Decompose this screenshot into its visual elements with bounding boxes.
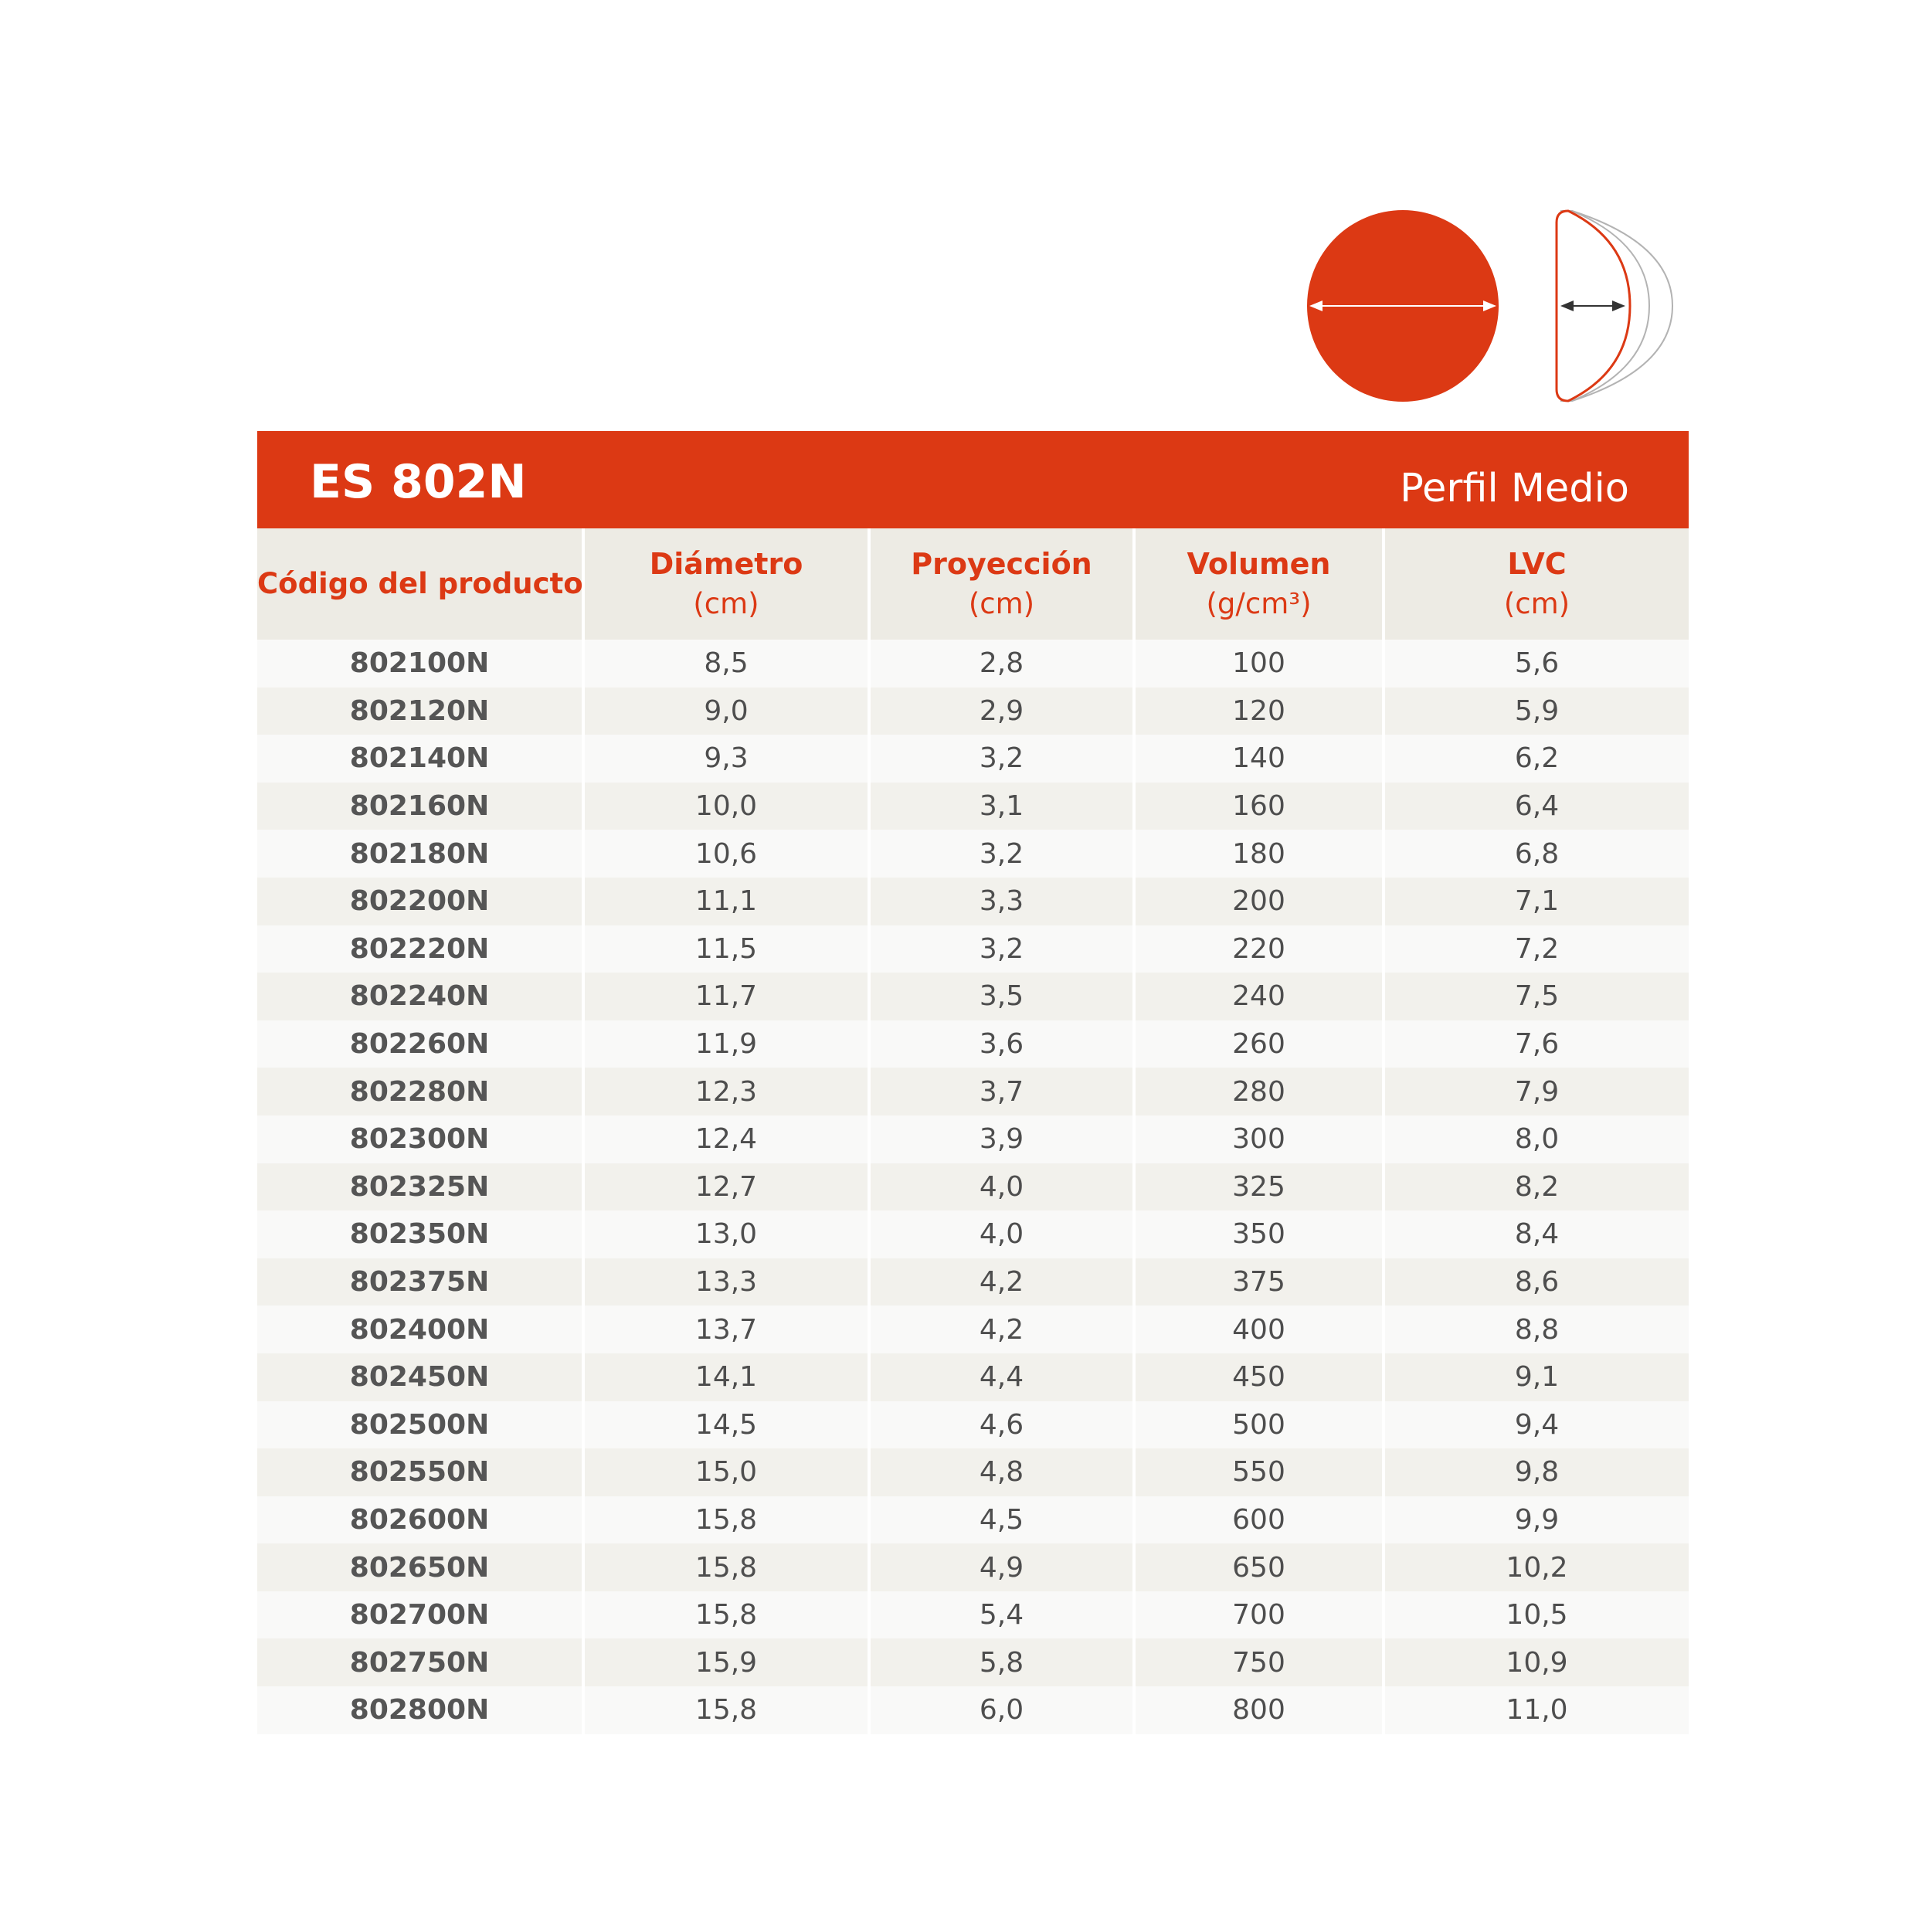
column-header-projection — [869, 528, 1134, 640]
table-row — [257, 1448, 1689, 1496]
product-code-cell: 802450N — [257, 1353, 583, 1401]
lvc-cell: 10,9 — [1384, 1638, 1689, 1686]
projection-cell: 4,9 — [869, 1543, 1134, 1591]
profile-label: Perfil Medio — [1400, 465, 1629, 511]
product-code-cell: 802300N — [257, 1115, 583, 1163]
diameter-cell: 15,8 — [583, 1543, 869, 1591]
column-header-diameter — [583, 528, 869, 640]
diameter-cell: 10,0 — [583, 783, 869, 830]
lvc-cell: 9,8 — [1384, 1448, 1689, 1496]
projection-cell: 5,8 — [869, 1638, 1134, 1686]
volume-cell: 180 — [1134, 830, 1384, 878]
product-code-cell: 802750N — [257, 1638, 583, 1686]
projection-cell: 3,6 — [869, 1020, 1134, 1068]
lvc-cell: 7,6 — [1384, 1020, 1689, 1068]
product-code-cell: 802500N — [257, 1401, 583, 1449]
table-row — [257, 1306, 1689, 1353]
diameter-cell: 11,7 — [583, 973, 869, 1020]
table-row — [257, 1353, 1689, 1401]
product-code-cell: 802350N — [257, 1210, 583, 1258]
product-code-cell: 802240N — [257, 973, 583, 1020]
diameter-cell: 8,5 — [583, 640, 869, 688]
column-header-label: Volumen — [1187, 547, 1331, 581]
projection-cell: 3,2 — [869, 925, 1134, 973]
projection-cell: 4,0 — [869, 1163, 1134, 1211]
table-row — [257, 1020, 1689, 1068]
product-code-cell: 802180N — [257, 830, 583, 878]
table-row — [257, 688, 1689, 735]
volume-cell: 750 — [1134, 1638, 1384, 1686]
diameter-cell: 9,3 — [583, 735, 869, 783]
lvc-cell: 5,9 — [1384, 688, 1689, 735]
product-code-cell: 802800N — [257, 1686, 583, 1734]
table-row — [257, 1115, 1689, 1163]
product-code-cell: 802160N — [257, 783, 583, 830]
product-code-cell: 802140N — [257, 735, 583, 783]
volume-cell: 450 — [1134, 1353, 1384, 1401]
volume-cell: 600 — [1134, 1496, 1384, 1544]
lvc-cell: 8,4 — [1384, 1210, 1689, 1258]
column-header-unit: (g/cm³) — [1206, 587, 1312, 620]
table-header — [257, 528, 1689, 640]
projection-cell: 2,8 — [869, 640, 1134, 688]
table-row — [257, 1496, 1689, 1544]
product-code-cell: 802260N — [257, 1020, 583, 1068]
product-code-cell: 802220N — [257, 925, 583, 973]
volume-cell: 650 — [1134, 1543, 1384, 1591]
volume-cell: 350 — [1134, 1210, 1384, 1258]
volume-cell: 700 — [1134, 1591, 1384, 1639]
diameter-cell: 15,8 — [583, 1591, 869, 1639]
diameter-cell: 13,7 — [583, 1306, 869, 1353]
diameter-cell: 12,4 — [583, 1115, 869, 1163]
volume-cell: 160 — [1134, 783, 1384, 830]
table-row — [257, 1068, 1689, 1115]
table-row — [257, 640, 1689, 688]
projection-cell: 6,0 — [869, 1686, 1134, 1734]
product-code-cell: 802120N — [257, 688, 583, 735]
diameter-circle-icon — [1307, 210, 1499, 402]
lvc-cell: 6,2 — [1384, 735, 1689, 783]
table-row — [257, 1163, 1689, 1211]
volume-cell: 500 — [1134, 1401, 1384, 1449]
volume-cell: 300 — [1134, 1115, 1384, 1163]
column-header-unit: (cm) — [693, 587, 759, 620]
spec-table — [257, 528, 1689, 1734]
projection-cell: 4,0 — [869, 1210, 1134, 1258]
table-row — [257, 783, 1689, 830]
lvc-cell: 8,8 — [1384, 1306, 1689, 1353]
table-row — [257, 973, 1689, 1020]
product-code-cell: 802325N — [257, 1163, 583, 1211]
volume-cell: 280 — [1134, 1068, 1384, 1115]
diagram-svg — [1306, 209, 1692, 409]
lvc-cell: 9,9 — [1384, 1496, 1689, 1544]
volume-cell: 240 — [1134, 973, 1384, 1020]
diameter-cell: 15,8 — [583, 1686, 869, 1734]
projection-cell: 4,2 — [869, 1258, 1134, 1306]
projection-cell: 3,2 — [869, 735, 1134, 783]
table-row — [257, 830, 1689, 878]
column-header-label: Código del producto — [257, 567, 583, 600]
product-code-cell: 802100N — [257, 640, 583, 688]
product-code-cell: 802550N — [257, 1448, 583, 1496]
diameter-cell: 11,9 — [583, 1020, 869, 1068]
column-header-volume — [1134, 528, 1384, 640]
projection-cell: 3,9 — [869, 1115, 1134, 1163]
product-code-cell: 802400N — [257, 1306, 583, 1353]
column-header-label: LVC — [1507, 547, 1567, 581]
implant-diagrams — [1306, 209, 1692, 409]
volume-cell: 550 — [1134, 1448, 1384, 1496]
lvc-cell: 9,1 — [1384, 1353, 1689, 1401]
column-header-unit: (cm) — [1503, 587, 1570, 620]
volume-cell: 120 — [1134, 688, 1384, 735]
volume-cell: 400 — [1134, 1306, 1384, 1353]
lvc-cell: 10,2 — [1384, 1543, 1689, 1591]
projection-cell: 4,6 — [869, 1401, 1134, 1449]
volume-cell: 325 — [1134, 1163, 1384, 1211]
column-header-label: Diámetro — [649, 547, 803, 581]
lvc-cell: 7,5 — [1384, 973, 1689, 1020]
volume-cell: 260 — [1134, 1020, 1384, 1068]
column-header-code — [257, 528, 583, 640]
column-header-lvc — [1384, 528, 1689, 640]
volume-cell: 800 — [1134, 1686, 1384, 1734]
table-row — [257, 925, 1689, 973]
lvc-cell: 7,2 — [1384, 925, 1689, 973]
product-code-cell: 802375N — [257, 1258, 583, 1306]
table-row — [257, 1638, 1689, 1686]
lvc-cell: 7,1 — [1384, 878, 1689, 925]
table-row — [257, 1543, 1689, 1591]
diameter-cell: 15,9 — [583, 1638, 869, 1686]
lvc-cell: 9,4 — [1384, 1401, 1689, 1449]
product-code-cell: 802280N — [257, 1068, 583, 1115]
diameter-cell: 13,3 — [583, 1258, 869, 1306]
projection-cell: 3,1 — [869, 783, 1134, 830]
product-code-cell: 802200N — [257, 878, 583, 925]
diameter-cell: 15,0 — [583, 1448, 869, 1496]
lvc-cell: 8,6 — [1384, 1258, 1689, 1306]
volume-cell: 200 — [1134, 878, 1384, 925]
lvc-cell: 6,4 — [1384, 783, 1689, 830]
projection-cell: 4,4 — [869, 1353, 1134, 1401]
column-header-label: Proyección — [911, 547, 1092, 581]
spec-table-block — [257, 431, 1689, 1734]
lvc-cell: 8,0 — [1384, 1115, 1689, 1163]
diameter-cell: 12,7 — [583, 1163, 869, 1211]
table-body — [257, 640, 1689, 1734]
table-row — [257, 1401, 1689, 1449]
volume-cell: 100 — [1134, 640, 1384, 688]
table-row — [257, 1686, 1689, 1734]
volume-cell: 220 — [1134, 925, 1384, 973]
volume-cell: 140 — [1134, 735, 1384, 783]
projection-cell: 3,7 — [869, 1068, 1134, 1115]
diameter-cell: 14,5 — [583, 1401, 869, 1449]
volume-cell: 375 — [1134, 1258, 1384, 1306]
projection-profile-icon — [1557, 211, 1672, 401]
diameter-cell: 11,1 — [583, 878, 869, 925]
table-row — [257, 1258, 1689, 1306]
title-bar — [257, 431, 1689, 528]
projection-cell: 2,9 — [869, 688, 1134, 735]
lvc-cell: 8,2 — [1384, 1163, 1689, 1211]
table-row — [257, 735, 1689, 783]
projection-cell: 5,4 — [869, 1591, 1134, 1639]
projection-cell: 3,2 — [869, 830, 1134, 878]
table-row — [257, 878, 1689, 925]
lvc-cell: 5,6 — [1384, 640, 1689, 688]
diameter-cell: 11,5 — [583, 925, 869, 973]
lvc-cell: 6,8 — [1384, 830, 1689, 878]
projection-cell: 4,5 — [869, 1496, 1134, 1544]
diameter-cell: 9,0 — [583, 688, 869, 735]
diameter-cell: 13,0 — [583, 1210, 869, 1258]
diameter-cell: 10,6 — [583, 830, 869, 878]
table-row — [257, 1210, 1689, 1258]
product-code-cell: 802700N — [257, 1591, 583, 1639]
diameter-cell: 14,1 — [583, 1353, 869, 1401]
lvc-cell: 10,5 — [1384, 1591, 1689, 1639]
projection-cell: 4,8 — [869, 1448, 1134, 1496]
projection-cell: 3,5 — [869, 973, 1134, 1020]
table-row — [257, 1591, 1689, 1639]
model-title: ES 802N — [310, 455, 527, 509]
column-header-unit: (cm) — [968, 587, 1035, 620]
projection-cell: 4,2 — [869, 1306, 1134, 1353]
projection-cell: 3,3 — [869, 878, 1134, 925]
product-code-cell: 802650N — [257, 1543, 583, 1591]
lvc-cell: 7,9 — [1384, 1068, 1689, 1115]
diameter-cell: 15,8 — [583, 1496, 869, 1544]
lvc-cell: 11,0 — [1384, 1686, 1689, 1734]
product-code-cell: 802600N — [257, 1496, 583, 1544]
diameter-cell: 12,3 — [583, 1068, 869, 1115]
